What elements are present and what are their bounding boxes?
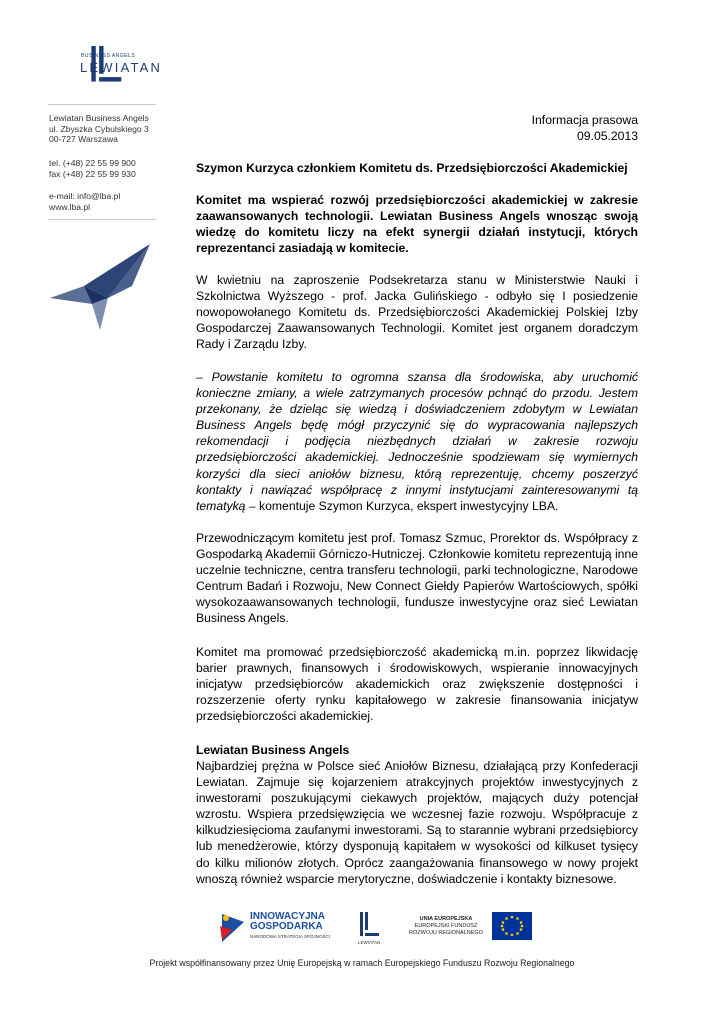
ig-subtitle: NARODOWA STRATEGIA SPÓJNOŚCI <box>250 934 331 939</box>
innovative-economy-logo <box>218 910 246 944</box>
paragraph: W kwietniu na zaproszenie Podsekretarza stanu w Ministerstwie Nauki i Szkolnictwa Wyższego - prof. Jacka Gulińskiego - odbyło się I posiedzenie nowopowołanego Komitetu ds. Przedsiębiorczości Akademickiej Polskiej Izby Gospodarczej Zaawansowanych Technologii. Komitet jest organem doradczym Rady i Zarządu Izby. <box>196 273 638 352</box>
paragraph: Przewodniczącym komitetu jest prof. Tomasz Szmuc, Prorektor ds. Współpracy z Gospodarką Akademii Górniczo-Hutniczej. Członkowie komitetu reprezentują inne uczelnie techniczne, centra transferu technologii, parki technologiczne, Narodowe Centrum Badań i Rozwoju, New Connect Giełdy Papierów Wartościowych, spółki wysokozaawansowanych technologii, fundusze inwestycyjne oraz sieć Lewiatan Business Angels. <box>196 531 638 626</box>
eu-text: UNIA EUROPEJSKA EUROPEJSKI FUNDUSZ ROZWOJU REGIONALNEGO <box>409 916 483 936</box>
quote: – Powstanie komitetu to ogromna szansa dla środowiska, aby uruchomić konieczne zmiany, a wiele zatrzymanych procesów pchnąć do przodu. Jestem przekonany, że dzieląc się wiedzą i doświadczeniem zdobytym w Lewiatan Business Angels będę mógł przyczynić się do wypracowania najlepszych rekomendacji i podjęcia niezbędnych działań w zakresie rozwoju przedsiębiorczości akademickiej. Jednocześnie spodziewam się wymiernych korzyści dla sieci aniołów biznesu, którą reprezentuję, chcemy poszerzyć kontakty i nawiązać współpracę z innymi instytucjami zainteresowanymi tą tematyką – <box>196 370 638 513</box>
doc-date: 09.05.2013 <box>577 129 638 143</box>
ig-title: INNOWACYJNA GOSPODARKA <box>250 911 326 932</box>
about-paragraph: Najbardziej prężna w Polsce sieć Aniołów Biznesu, działającą przy Konfederacji Lewiatan. Zajmuje się kojarzeniem atrakcyjnych projektów inwestycyjnych z inwestorami poszukującymi ciekawych projektów, mających duży potencjał wzrostu. Wspiera przedsięwzięcia we wczesnej fazie rozwoju. Współpracuje z kilkudziesięcioma zaufanymi inwestorami. Są to starannie wybrani przedsiębiorcy lub menedżerowie, którzy dysponują kapitałem w wysokości od kilkuset tysięcy do kilku milionów złotych. Oprócz zaangażowania finansowego w nowy projekt wnoszą również wsparcie merytoryczne, doświadczenie i kontakty biznesowe. <box>196 759 638 886</box>
web-block: e-mail: info@lba.pl www.lba.pl <box>49 191 121 212</box>
divider <box>48 219 156 220</box>
origami-bird-illustration <box>48 238 158 338</box>
phone-block: tel. (+48) 22 55 99 900 fax (+48) 22 55 99 930 <box>49 158 136 179</box>
logo-tagline: BUSINESS ANGELS <box>81 53 136 59</box>
doc-title: Szymon Kurzyca członkiem Komitetu ds. Przedsiębiorczości Akademickiej <box>196 161 628 175</box>
lewiatan-small-label: LEWIATAN <box>358 940 381 945</box>
eu-flag-icon <box>492 912 532 940</box>
footer-note: Projekt współfinansowany przez Unię Europejską w ramach Europejskiego Funduszu Rozwoju Regionalnego <box>149 958 575 968</box>
address-block: Lewiatan Business Angels ul. Zbyszka Cybulskiego 3 00-727 Warszawa <box>49 113 149 144</box>
quote-author: komentuje Szymon Kurzyca, ekspert inwestycyjny LBA. <box>255 498 559 513</box>
paragraph: Komitet ma promować przedsiębiorczość akademicką m.in. poprzez likwidację barier prawnych, finansowych i środowiskowych, wspieranie innowacyjnych inicjatyw przedsiębiorców akademickich oraz zwiększenie dostępności i rozszerzenie oferty rynku kapitałowego w zakresie finansowania inicjatyw przedsiębiorczości akademickiej. <box>196 645 638 724</box>
about-heading: Lewiatan Business Angels <box>196 743 350 757</box>
lewiatan-small-logo <box>360 912 380 938</box>
logo-wordmark: LEWIATAN <box>80 60 163 75</box>
divider <box>48 104 156 105</box>
doc-type: Informacja prasowa <box>531 113 638 127</box>
lead-paragraph: Komitet ma wspierać rozwój przedsiębiorczości akademickiej w zakresie zaawansowanych technologii. Lewiatan Business Angels wnosząc swoją wiedzę do komitetu liczy na efekt synergii działań instytucji, których reprezentanci zasiadają w komitecie. <box>196 193 638 256</box>
footer-logos <box>218 908 538 948</box>
quote-paragraph <box>196 369 638 514</box>
